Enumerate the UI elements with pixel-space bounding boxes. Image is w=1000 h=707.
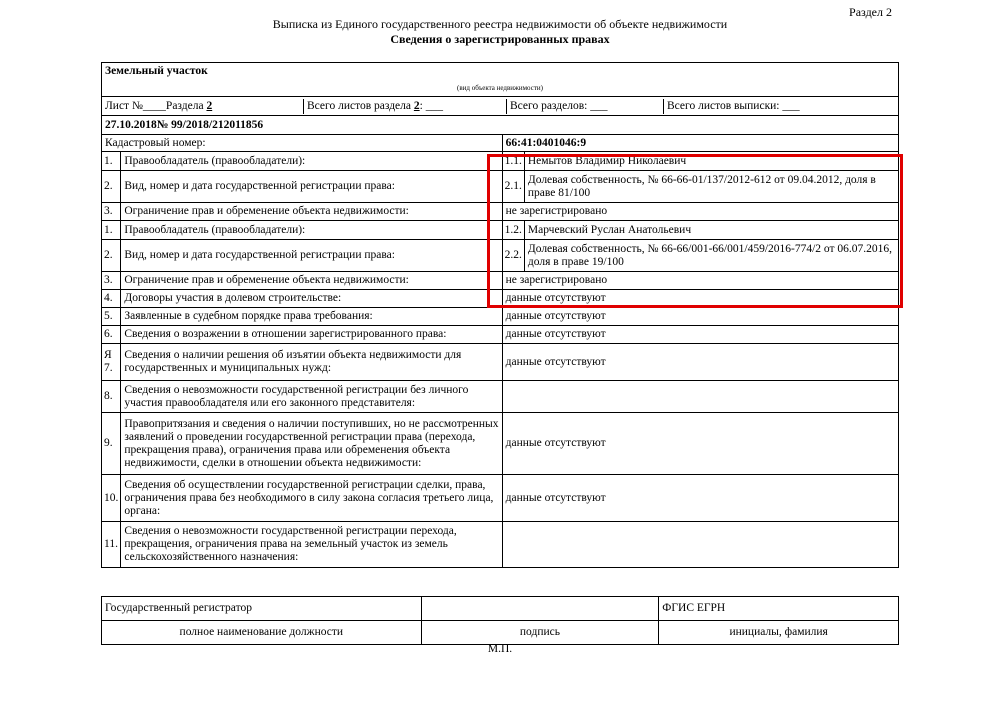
table-row: 8. Сведения о невозможности государственной регистрации без личного участия правообладателя или его законного представителя: [102, 381, 899, 413]
highlight-box [487, 154, 903, 308]
table-row: 9. Правопритязания и сведения о наличии поступивших, но не рассмотренных заявлений о проведении государственной регистрации права (перехода, прекращения права), ограничения права или обременения объекта недвижимости, сделки в отношении объекта недвижимости: данные отсутствуют [102, 413, 899, 475]
section-label: Раздел 2 [849, 5, 892, 19]
table-row: 6. Сведения о возражении в отношении зарегистрированного права: данные отсутствуют [102, 326, 899, 344]
registration-right: Долевая собственность, № 66-66-01/137/2012-612 от 09.04.2012, доля в праве 81/100 [524, 171, 898, 203]
table-row: 5. Заявленные в судебном порядке права требования: данные отсутствуют [102, 308, 899, 326]
document-subtitle: Сведения о зарегистрированных правах [390, 32, 610, 46]
signature-field [421, 597, 659, 621]
table-row: 2. Вид, номер и дата государственной регистрации права: 2.1. Долевая собственность, № 66-66-01/137/2012-612 от 09.04.2012, доля в праве 81/100 [102, 171, 899, 203]
table-row: 4. Договоры участия в долевом строительстве: данные отсутствуют [102, 290, 899, 308]
total-extract-sheets: Всего листов выписки: ___ [667, 99, 800, 112]
table-row: 10. Сведения об осуществлении государственной регистрации сделки, права, ограничения права без необходимого в силу закона согласия третьего лица, органа: данные отсутствуют [102, 475, 899, 522]
table-row: 11. Сведения о невозможности государственной регистрации перехода, прекращения, ограничения права на земельный участок из земель сельскохозяйственного назначения: [102, 522, 899, 568]
cadastral-number: 66:41:0401046:9 [502, 135, 898, 152]
table-row: 3. Ограничение прав и обременение объекта недвижимости: не зарегистрировано [102, 203, 899, 221]
object-type-caption: (вид объекта недвижимости) [102, 81, 899, 97]
caption-name: инициалы, фамилия [659, 621, 899, 645]
total-sections: Всего разделов: ___ [507, 99, 664, 114]
rights-table [101, 62, 899, 568]
registration-right: Долевая собственность, № 66-66/001-66/001/459/2016-774/2 от 06.07.2016, доля в праве 19/100 [524, 240, 898, 272]
stamp-place: М.П. [487, 643, 513, 655]
registrar-system: ФГИС ЕГРН [659, 597, 899, 621]
owner-name: Марчевский Руслан Анатольевич [524, 221, 898, 240]
sheet-number: Лист №____Раздела 2 [102, 99, 304, 114]
object-type: Земельный участок [102, 63, 899, 81]
table-row: Я 7. Сведения о наличии решения об изъятии объекта недвижимости для государственных и муниципальных нужд: данные отсутствуют [102, 344, 899, 381]
signature-table [101, 596, 899, 645]
table-row: 1. Правообладатель (правообладатели): 1.2. Марчевский Руслан Анатольевич [102, 221, 899, 240]
total-sheets-section: Всего листов раздела 2: ___ [304, 99, 507, 114]
document-title: Выписка из Единого государственного реестра недвижимости об объекте недвижимости [272, 17, 728, 31]
registrar-position: Государственный регистратор [102, 597, 422, 621]
table-row: 3. Ограничение прав и обременение объекта недвижимости: не зарегистрировано [102, 272, 899, 290]
caption-sign: подпись [421, 621, 659, 645]
table-row: 2. Вид, номер и дата государственной регистрации права: 2.2. Долевая собственность, № 66-66/001-66/001/459/2016-774/2 от 06.07.2016, доля в праве 19/100 [102, 240, 899, 272]
cadastral-label: Кадастровый номер: [102, 135, 503, 152]
table-row: 1. Правообладатель (правообладатели): 1.1. Немытов Владимир Николаевич [102, 152, 899, 171]
sheet-info [102, 99, 898, 114]
owner-name: Немытов Владимир Николаевич [524, 152, 898, 171]
doc-number: 27.10.2018№ 99/2018/212011856 [102, 116, 899, 135]
caption-position: полное наименование должности [102, 621, 422, 645]
